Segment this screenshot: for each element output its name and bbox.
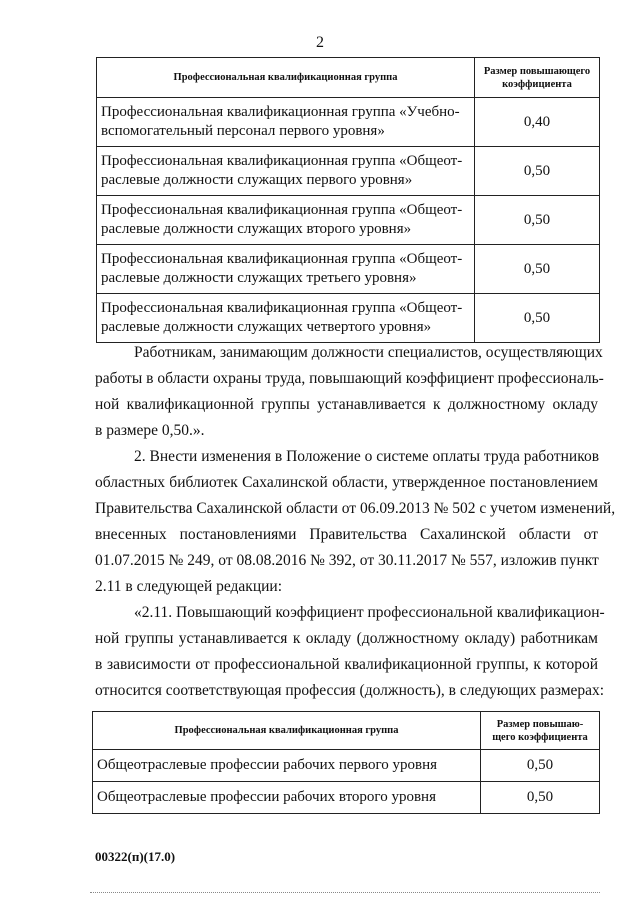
bottom-divider	[90, 892, 600, 893]
group-line2: раслевые должности служащих третьего уровня»	[101, 270, 417, 286]
group-line1: Профессиональная квалификационная группа «Общеот-	[101, 300, 463, 316]
table-row	[93, 782, 600, 814]
coefficient-cell: 0,50	[475, 294, 600, 343]
group-line1: Профессиональная квалификационная группа «Учебно-	[101, 104, 460, 120]
text-line: работы в области охраны труда, повышающий коэффициент профессиональ-	[95, 370, 604, 387]
table-row	[93, 750, 600, 782]
group-line1: Профессиональная квалификационная группа «Общеот-	[101, 202, 463, 218]
text-line: «2.11. Повышающий коэффициент профессиональной квалификацион-	[134, 604, 605, 621]
document-code: 00322(п)(17.0)	[95, 849, 176, 864]
coefficient-cell: 0,50	[475, 147, 600, 196]
table-row	[97, 245, 600, 294]
paragraph-clause-2-11	[95, 600, 605, 704]
group-line2: раслевые должности служащих второго уровня»	[101, 221, 412, 237]
text-line: Работникам, занимающим должности специалистов, осуществляющих	[134, 344, 603, 361]
table-row	[97, 294, 600, 343]
header-coefficient	[481, 712, 600, 750]
coefficient-cell: 0,50	[475, 245, 600, 294]
page-number: 2	[316, 34, 324, 51]
paragraph-safety-specialists	[95, 340, 604, 444]
group-cell	[97, 245, 475, 294]
header-group: Профессиональная квалификационная группа	[97, 58, 475, 98]
group-cell	[97, 196, 475, 245]
header-coefficient-line2: щего коэффициента	[492, 731, 588, 743]
header-coefficient-line1: Размер повышаю-	[496, 718, 584, 730]
text-line: в зависимости от профессиональной квалификационной группы, к которой	[95, 656, 598, 673]
text-line: областных библиотек Сахалинской области, утвержденное постановлением	[95, 474, 598, 491]
coefficient-table-1	[96, 57, 600, 343]
text-line: ной квалификационной группы устанавливается к должностному окладу	[95, 396, 598, 413]
coefficient-cell: 0,50	[475, 196, 600, 245]
coefficient-table-2	[92, 711, 600, 814]
header-coefficient-line2: коэффициента	[502, 78, 572, 90]
paragraph-amendments	[95, 444, 616, 600]
table-row	[97, 196, 600, 245]
group-line1: Профессиональная квалификационная группа «Общеот-	[101, 153, 463, 169]
group-cell	[97, 98, 475, 147]
text-line: Правительства Сахалинской области от 06.09.2013 № 502 с учетом изменений,	[95, 500, 616, 517]
text-line: в размере 0,50.».	[95, 422, 205, 439]
text-line: 2. Внести изменения в Положение о системе оплаты труда работников	[134, 448, 600, 465]
group-line1: Профессиональная квалификационная группа «Общеот-	[101, 251, 463, 267]
coefficient-cell: 0,50	[481, 750, 600, 782]
group-line2: раслевые должности служащих четвертого уровня»	[101, 319, 432, 335]
header-coefficient	[475, 58, 600, 98]
header-coefficient-line1: Размер повышающего	[483, 65, 591, 77]
table-header-row	[97, 58, 600, 98]
coefficient-cell: 0,40	[475, 98, 600, 147]
group-cell	[97, 147, 475, 196]
coefficient-cell: 0,50	[481, 782, 600, 814]
text-line: 2.11 в следующей редакции:	[95, 578, 283, 595]
text-line: 01.07.2015 № 249, от 08.08.2016 № 392, от 30.11.2017 № 557, изложив пункт	[95, 552, 599, 569]
group-cell	[97, 294, 475, 343]
text-line: относится соответствующая профессия (должность), в следующих размерах:	[95, 682, 605, 699]
table-row	[97, 147, 600, 196]
group-cell: Общеотраслевые профессии рабочих первого уровня	[93, 750, 481, 782]
text-line: внесенных постановлениями Правительства Сахалинской области от	[95, 526, 598, 543]
group-line2: раслевые должности служащих первого уровня»	[101, 172, 413, 188]
text-line: ной группы устанавливается к окладу (должностному окладу) работникам	[95, 630, 598, 647]
table-row	[97, 98, 600, 147]
table-header-row	[93, 712, 600, 750]
group-line2: вспомогательный персонал первого уровня»	[101, 123, 385, 139]
header-group: Профессиональная квалификационная группа	[93, 712, 481, 750]
group-cell: Общеотраслевые профессии рабочих второго уровня	[93, 782, 481, 814]
